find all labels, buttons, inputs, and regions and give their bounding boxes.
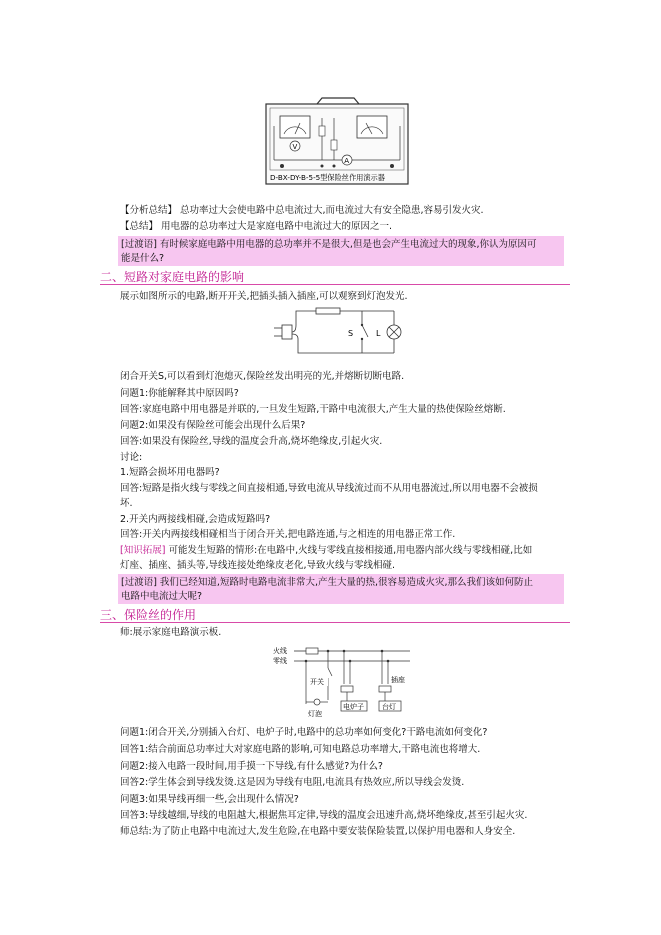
answer-1: 回答:家庭电路中用电器是并联的,一旦发生短路,干路中电流很大,产生大量的热使保险丝熔断. xyxy=(120,404,506,415)
teacher-summary: 师总结:为了防止电路中电流过大,发生危险,在电路中要安装保险装置,以保护用电器和人身安全. xyxy=(120,826,516,837)
s3-answer-2: 回答2:学生体会到导线发烫.这是因为导线有电阻,电流具有热效应,所以导线会发烫. xyxy=(120,777,465,788)
ammeter-label: A xyxy=(344,157,350,165)
live-wire-label: 火线 xyxy=(273,647,287,655)
socket-label: 插座 xyxy=(391,676,405,684)
voltmeter-label: V xyxy=(292,143,298,151)
transition-note-1-line1: [过渡语] 有时候家庭电路中用电器的总功率并不是很大,但是也会产生电流过大的现象,你认为原因可 xyxy=(121,239,537,250)
section-2-title: 二、短路对家庭电路的影响 xyxy=(100,270,245,284)
s3-question-2: 问题2:接入电路一段时间,用手摸一下导线,有什么感觉?为什么? xyxy=(120,761,383,772)
stove-label: 电炉子 xyxy=(343,703,364,711)
knowledge-extension-text: 可能发生短路的情形:在电路中,火线与零线直接相接通,用电器内部火线与零线相碰,比如 xyxy=(165,545,533,556)
section-2-rule xyxy=(100,284,570,285)
s3-answer-3: 回答3:导线越细,导线的电阻越大,根据焦耳定律,导线的温度会迅速升高,烧坏绝缘皮,甚至引起火灾. xyxy=(120,810,528,821)
switch-label: S xyxy=(348,329,354,338)
s3-question-1: 问题1:闭合开关,分别插入台灯、电炉子时,电路中的总功率如何变化?干路电流如何变化? xyxy=(120,727,488,738)
transition-note-1 xyxy=(118,236,564,266)
s3-question-3: 问题3:如果导线再细一些,会出现什么情况? xyxy=(120,794,299,805)
fuse-demonstrator-figure xyxy=(262,96,412,192)
lamp-label: L xyxy=(376,329,381,338)
section-3-title: 三、保险丝的作用 xyxy=(100,608,197,622)
analysis-summary: 【分析总结】 总功率过大会使电路中总电流过大,而电流过大有安全隐患,容易引发火灾. xyxy=(120,205,484,216)
section-2-observation: 闭合开关S,可以看到灯泡熄灭,保险丝发出明亮的光,并熔断切断电路. xyxy=(120,371,405,382)
short-circuit-diagram xyxy=(272,305,407,357)
question-1: 问题1:你能解释其中原因吗? xyxy=(120,388,239,399)
knowledge-extension-tag: [知识拓展] xyxy=(120,545,166,556)
transition-note-2 xyxy=(118,574,564,604)
discussion-2-answer: 回答:开关内两接线相碰相当于闭合开关,把电路连通,与之相连的用电器正常工作. xyxy=(120,529,456,540)
discussion-1-answer-line1: 回答:短路是指火线与零线之间直接相通,导致电流从导线流过而不从用电器流过,所以用电器不会被损 xyxy=(120,483,538,494)
answer-2: 回答:如果没有保险丝,导线的温度会升高,烧坏绝缘皮,引起火灾. xyxy=(120,436,383,447)
discussion-1-answer-line2: 坏. xyxy=(120,498,133,509)
knowledge-extension-line2: 灯座、插座、插头等,导线连接处绝缘皮老化,导致火线与零线相碰. xyxy=(120,560,396,571)
neutral-wire-label: 零线 xyxy=(273,657,287,665)
discussion-label: 讨论: xyxy=(120,452,143,463)
s3-answer-1: 回答1:结合前面总功率过大对家庭电路的影响,可知电路总功率增大,干路电流也将增大. xyxy=(120,744,481,755)
desk-lamp-label: 台灯 xyxy=(382,703,396,711)
bulb-label: 灯泡 xyxy=(308,710,322,718)
knowledge-extension-line1 xyxy=(120,544,532,557)
section-3-rule xyxy=(100,622,570,623)
switch-label-3: 开关 xyxy=(310,678,324,686)
transition-note-1-line2: 能是什么? xyxy=(121,253,165,264)
figure1-caption: D-BX-DY-B-5-5型保险丝作用演示器 xyxy=(270,173,385,182)
summary: 【总结】 用电器的总功率过大是家庭电路中电流过大的原因之一. xyxy=(120,221,393,232)
section-3-intro: 师:展示家庭电路演示板. xyxy=(120,627,222,638)
discussion-1: 1.短路会损坏用电器吗? xyxy=(120,467,220,478)
discussion-2: 2.开关内两接线相碰,会造成短路吗? xyxy=(120,514,271,525)
household-circuit-diagram xyxy=(270,644,420,722)
question-2: 问题2:如果没有保险丝可能会出现什么后果? xyxy=(120,420,306,431)
transition-note-2-line1: [过渡语] 我们已经知道,短路时电路电流非常大,产生大量的热,很容易造成火灾,那么我们该如何防止 xyxy=(121,577,534,588)
transition-note-2-line2: 电路中电流过大呢? xyxy=(121,591,203,602)
section-2-intro: 展示如图所示的电路,断开开关,把插头插入插座,可以观察到灯泡发光. xyxy=(120,291,408,302)
